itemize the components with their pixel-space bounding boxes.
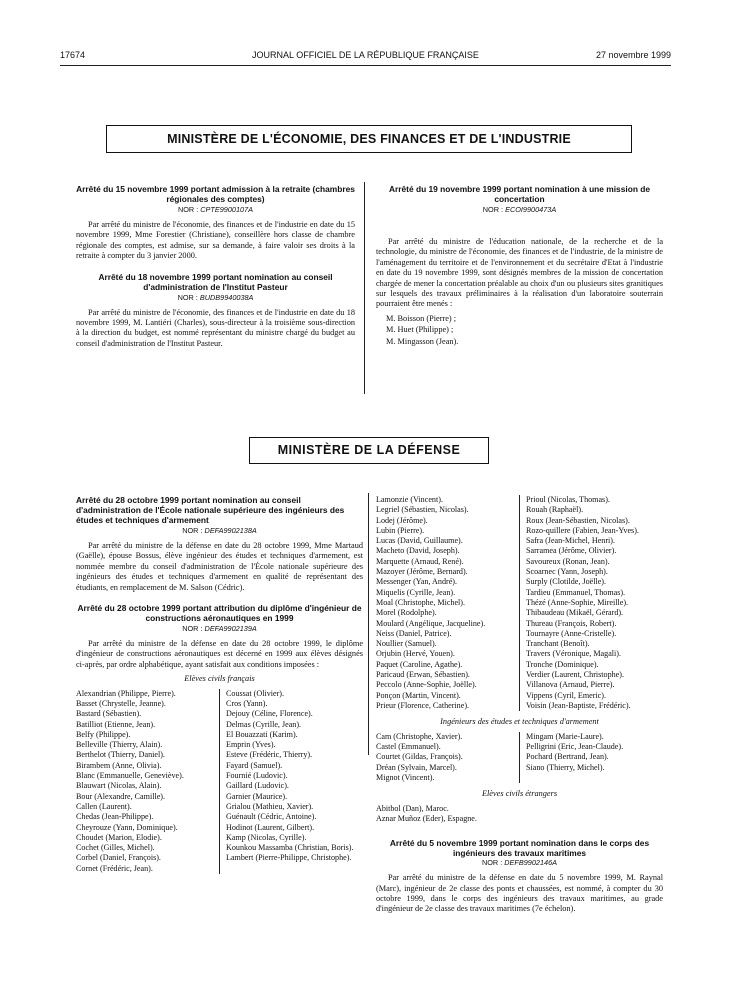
arrete-title: Arrêté du 28 octobre 1999 portant attribution du diplôme d'ingénieur de constructions aéronautiques en 1999 xyxy=(77,603,362,624)
list-item: Lamonzie (Vincent). xyxy=(376,495,443,504)
list-item: Paricaud (Erwan, Sébastien). xyxy=(376,670,470,680)
arrete-body: Par arrêté du ministre de l'éducation nationale, de la recherche et de la technologie, du ministre de l'économie, des finances et de l'industrie, de la ministre de l'aménagement du territoire et de l'environnement et du secrétaire d'Etat à l'industrie en date du 19 novembre 1999, sont désignés membres de la mission de concertation chargée de mener la concertation préalable au choix d'un ou plusieurs sites granitiques sur lesquels des travaux préliminaires à la réalisation d'un laboratoire souterrain pourraient être menés : xyxy=(376,237,663,309)
list-item: Gaillard (Ludovic). xyxy=(226,781,289,791)
list-item: Berthelot (Thierry, Daniel). xyxy=(76,750,165,760)
list-item: Grialou (Mathieu, Xavier). xyxy=(226,801,314,811)
nor-line: NOR : DEFB9902146A xyxy=(481,858,558,868)
nor-line: NOR : ECOI9900473A xyxy=(482,205,557,214)
names-columns xyxy=(376,732,663,783)
list-item: Guénault (Cédric, Antoine). xyxy=(226,812,317,822)
nor-code: CPTE9900107A xyxy=(200,205,254,214)
list-item: Choudet (Marion, Elodie). xyxy=(76,832,162,842)
header-rule xyxy=(60,65,671,66)
list-item: Cheyrouze (Yann, Dominique). xyxy=(76,822,178,832)
list-item: Surply (Clotilde, Joëlle). xyxy=(526,577,607,587)
list-item: Peccolo (Anne-Sophie, Joëlle). xyxy=(376,680,477,690)
list-item: Vippens (Cyril, Emeric). xyxy=(526,690,606,700)
list-item: Courtet (Gildas, François). xyxy=(376,752,463,762)
list-item: Tournayre (Anne-Cristelle). xyxy=(526,628,617,638)
nor-code: ECOI9900473A xyxy=(505,205,557,214)
list-item: Mignot (Vincent). xyxy=(376,772,435,782)
list-item: Rozo-quillere (Fabien, Jean-Yves). xyxy=(526,525,639,535)
list-item: Legriel (Sébastien, Nicolas). xyxy=(376,505,469,515)
column-separator xyxy=(219,689,220,874)
names-list xyxy=(376,495,513,711)
list-item: Villanova (Arnaud, Pierre). xyxy=(526,680,615,690)
list-item: Paquet (Caroline, Agathe). xyxy=(376,659,463,669)
names-columns xyxy=(76,689,363,874)
arrete-body: Par arrêté du ministre de la défense en date du 5 novembre 1999, M. Raynal (Marc), ingénieur de 2e classe des ponts et chaussées, est nommé, à compter du 30 octobre 1999, dans le corps des ingénieurs des travaux maritimes, au grade d'ingénieur de 2e classe des travaux maritimes (7e échelon). xyxy=(376,873,663,914)
list-item: Delmas (Cyrille, Jean). xyxy=(226,719,302,729)
list-item: Thureau (François, Robert). xyxy=(526,618,617,628)
arrete-body: Par arrêté du ministre de la défense en date du 28 octobre 1999, le diplôme d'ingénieur de constructions aéronautiques est décerné en 1999 aux élèves désignés ci-après, par ordre alphabétique, ayant satisfait aux conditions imposées : xyxy=(76,639,363,669)
list-item: Pelligrini (Eric, Jean-Claude). xyxy=(526,741,624,751)
list-item: Coussat (Olivier). xyxy=(226,688,284,698)
defense-right-column xyxy=(376,495,663,915)
list-item: Cros (Yann). xyxy=(226,698,268,708)
list-item: Belfy (Philippe). xyxy=(76,729,131,739)
arrete-title: Arrêté du 5 novembre 1999 portant nomination dans le corps des ingénieurs des travaux maritimes xyxy=(389,838,650,859)
nor-line: NOR : DEFA9902138A xyxy=(182,526,257,535)
column-separator xyxy=(519,495,520,711)
column-separator xyxy=(368,493,369,755)
list-item: Moal (Christophe, Michel). xyxy=(376,597,466,607)
list-item: Birambem (Anne, Olivia). xyxy=(76,760,162,770)
list-item: Fournié (Ludovic). xyxy=(226,771,288,781)
member: M. Boisson (Pierre) ; xyxy=(386,313,457,323)
list-item: Esteve (Frédéric, Thierry). xyxy=(226,750,313,760)
arrete-pasteur xyxy=(76,272,355,350)
arrete-retraite xyxy=(76,184,355,262)
list-item: Prieur (Florence, Catherine). xyxy=(376,700,470,710)
list-item: Castel (Emmanuel). xyxy=(376,741,441,751)
list-item: Dejouy (Céline, Florence). xyxy=(226,709,313,719)
list-item: Emprin (Yves). xyxy=(226,740,276,750)
issue-date: 27 novembre 1999 xyxy=(595,50,671,60)
nor-code: DEFA9902138A xyxy=(204,526,257,535)
arrete-title: Arrêté du 18 novembre 1999 portant nomination au conseil d'administration de l'Institut Pasteur xyxy=(98,271,333,292)
list-item: Cam (Christophe, Xavier). xyxy=(376,731,463,741)
section-heading: Elèves civils français xyxy=(184,674,255,684)
list-item: Safra (Jean-Michel, Henri). xyxy=(526,536,615,546)
list-item: Noullier (Samuel). xyxy=(376,639,437,649)
list-item: Mazoyer (Jérôme, Bernard). xyxy=(376,567,468,577)
list-item: Cochet (Gilles, Michel). xyxy=(76,843,155,853)
journal-title: JOURNAL OFFICIEL DE LA RÉPUBLIQUE FRANÇAISE xyxy=(252,50,479,60)
names-list xyxy=(376,732,513,783)
names-list xyxy=(376,804,663,825)
arrete-title: Arrêté du 19 novembre 1999 portant nomination à une mission de concertation xyxy=(388,184,651,204)
list-item: Ponçon (Martin, Vincent). xyxy=(376,690,461,700)
ministry-defense-title: MINISTÈRE DE LA DÉFENSE xyxy=(277,443,461,457)
list-item: Lucas (David, Guillaume). xyxy=(376,536,463,546)
names-list xyxy=(526,732,663,783)
list-item: Kounkou Massamba (Christian, Boris). xyxy=(226,843,354,853)
list-item: Kamp (Nicolas, Cyrille). xyxy=(226,832,307,842)
list-item: Aznar Muñoz (Eder), Espagne. xyxy=(376,813,477,823)
list-item: Sarramea (Jérôme, Olivier). xyxy=(526,546,617,556)
list-item: Alexandrian (Philippe, Pierre). xyxy=(76,688,176,698)
list-item: Moulard (Angélique, Jacqueline). xyxy=(376,618,486,628)
list-item: Cornet (Frédéric, Jean). xyxy=(76,863,153,873)
list-item: Marquette (Arnaud, René). xyxy=(376,556,464,566)
list-item: Thibaudeau (Mikaël, Gérard). xyxy=(526,608,624,618)
list-item: Basset (Chrystelle, Jeanne). xyxy=(76,698,166,708)
list-item: Rouah (Raphaël). xyxy=(526,505,584,515)
list-item: Batilliot (Etienne, Jean). xyxy=(76,719,156,729)
list-item: Travers (Véronique, Magali). xyxy=(526,649,622,659)
list-item: Fayard (Samuel). xyxy=(226,760,283,770)
list-item: Scoarnec (Yann, Joseph). xyxy=(526,567,608,577)
nor-code: DEFA9902139A xyxy=(204,624,257,634)
column-separator xyxy=(519,732,520,783)
list-item: Savoureux (Ronan, Jean). xyxy=(526,556,610,566)
list-item: Prioul (Nicolas, Thomas). xyxy=(526,495,610,504)
list-item: Macheto (David, Joseph). xyxy=(376,546,460,556)
section-heading: Ingénieurs des études et techniques d'armement xyxy=(440,717,599,727)
arrete-body: Par arrêté du ministre de l'économie, des finances et de l'industrie en date du 15 novembre 1999, Mme Forestier (Christiane), conseillère hors classe de chambre régionale des comptes, est admise, sur sa demande, à faire valoir ses droits à la retraite à compter du 3 janvier 2000. xyxy=(76,220,355,261)
list-item: Thézé (Anne-Sophie, Mireille). xyxy=(526,597,629,607)
list-item: Tranchant (Benoît). xyxy=(526,639,590,649)
ministry-economie-title: MINISTÈRE DE L'ÉCONOMIE, DES FINANCES ET DE L'INDUSTRIE xyxy=(167,132,571,146)
list-item: Siano (Thierry, Michel). xyxy=(526,762,605,772)
ministry-defense-box xyxy=(249,437,489,464)
members-list xyxy=(376,314,663,347)
names-list xyxy=(226,689,363,874)
list-item: Hodinot (Laurent, Gilbert). xyxy=(226,822,315,832)
list-item: Corbel (Daniel, François). xyxy=(76,853,161,863)
nor-line: NOR : BUDB9940038A xyxy=(177,292,254,302)
nor-line: NOR : CPTE9900107A xyxy=(177,205,254,214)
list-item: Orjubin (Hervé, Youen). xyxy=(376,649,455,659)
arrete-body: Par arrêté du ministre de l'économie, des finances et de l'industrie en date du 18 novembre 1999, M. Lantiéri (Charles), sous-directeur à la troisième sous-direction à la direction du budget, est nommé représentant du ministre chargé du budget au conseil d'administration de l'Institut Pasteur. xyxy=(76,307,355,348)
names-columns xyxy=(376,495,663,711)
list-item: Bastard (Sébastien). xyxy=(76,709,142,719)
member: M. Mingasson (Jean). xyxy=(386,336,459,346)
list-item: Neiss (Daniel, Patrice). xyxy=(376,628,452,638)
defense-left-column xyxy=(76,495,363,874)
nor-code: BUDB9940038A xyxy=(199,292,254,302)
names-list xyxy=(76,689,213,874)
economie-right-column xyxy=(376,184,663,348)
list-item: Blanc (Emmanuelle, Geneviève). xyxy=(76,771,184,781)
arrete-title: Arrêté du 28 octobre 1999 portant nomination au conseil d'administration de l'École nationale supérieure des ingénieurs des études et techniques d'armement xyxy=(76,495,345,525)
nor-line: NOR : DEFA9902139A xyxy=(182,624,257,634)
list-item: Tronche (Dominique). xyxy=(526,659,599,669)
list-item: Roux (Jean-Sébastien, Nicolas). xyxy=(526,515,630,525)
list-item: Garnier (Maurice). xyxy=(226,791,288,801)
list-item: Miquelis (Cyrille, Jean). xyxy=(376,587,456,597)
list-item: Voisin (Jean-Baptiste, Frédéric). xyxy=(526,700,631,710)
ministry-economie-box xyxy=(106,125,632,153)
list-item: Callen (Laurent). xyxy=(76,801,132,811)
page-number: 17674 xyxy=(60,50,86,60)
arrete-body: Par arrêté du ministre de la défense en date du 28 octobre 1999, Mme Martaud (Gaëlle), épouse Bossus, élève ingénieur des études et techniques d'armement, est nommée membre du conseil d'administration de l'École nationale supérieure des ingénieurs des études et techniques d'armement en qualité de représentant des étudiants, en remplacement de M. Salson (Cédric). xyxy=(76,541,363,592)
list-item: Lodej (Jérôme). xyxy=(376,515,428,525)
economie-left-column xyxy=(76,184,355,349)
list-item: Verdier (Laurent, Christophe). xyxy=(526,670,624,680)
names-list xyxy=(526,495,663,711)
list-item: Chedas (Jean-Philippe). xyxy=(76,812,154,822)
list-item: Lubin (Pierre). xyxy=(376,525,425,535)
list-item: Bour (Alexandre, Camille). xyxy=(76,791,166,801)
list-item: Mingam (Marie-Laure). xyxy=(526,731,604,741)
column-separator xyxy=(364,182,365,394)
list-item: Abitbol (Dan), Maroc. xyxy=(376,803,449,813)
member: M. Huet (Philippe) ; xyxy=(386,325,454,335)
list-item: Tardieu (Emmanuel, Thomas). xyxy=(526,587,626,597)
page-header xyxy=(60,50,671,64)
list-item: Dréan (Sylvain, Marcel). xyxy=(376,762,457,772)
section-heading: Elèves civils étrangers xyxy=(481,789,558,799)
list-item: El Bouazzati (Karim). xyxy=(226,729,298,739)
list-item: Belleville (Thierry, Alain). xyxy=(76,740,163,750)
arrete-title: Arrêté du 15 novembre 1999 portant admission à la retraite (chambres régionales des comptes) xyxy=(76,184,355,204)
list-item: Lambert (Pierre-Philippe, Christophe). xyxy=(226,853,352,863)
nor-code: DEFB9902146A xyxy=(504,858,558,868)
list-item: Blauwart (Nicolas, Alain). xyxy=(76,781,162,791)
list-item: Messenger (Yan, André). xyxy=(376,577,457,587)
list-item: Morel (Rodolphe). xyxy=(376,608,437,618)
list-item: Pochard (Bertrand, Jean). xyxy=(526,752,609,762)
